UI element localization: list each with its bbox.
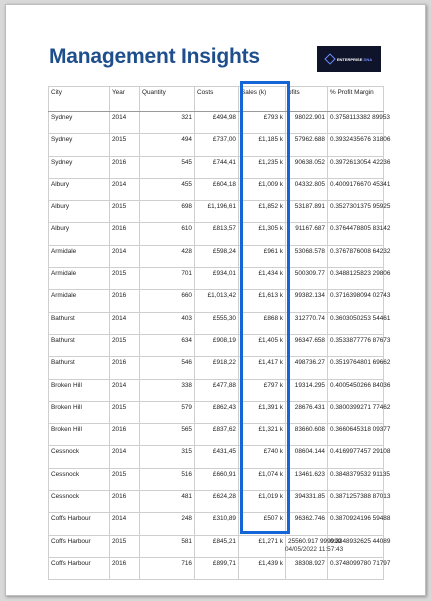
cell-city: Broken Hill	[49, 424, 110, 446]
table-row	[49, 513, 384, 535]
cell-profit-margin: 0.3870924196 59488	[328, 513, 384, 535]
cell-profit-margin: 0.3716398094 02743	[328, 290, 384, 312]
cell-costs: £837,62	[195, 424, 239, 446]
cell-city: Bathurst	[49, 334, 110, 356]
cell-sales: £1,613 k	[239, 290, 286, 312]
cell-profits: 96347.658	[286, 334, 328, 356]
cell-sales: £1,235 k	[239, 156, 286, 178]
cell-profit-margin: 0.4169977457 29108	[328, 446, 384, 468]
cell-profit-margin: 0.3767876008 64232	[328, 245, 384, 267]
cell-costs: £431,45	[195, 446, 239, 468]
cell-profits: 498736.27	[286, 357, 328, 379]
cell-profits: 08604.144	[286, 446, 328, 468]
table-row	[49, 357, 384, 379]
cell-quantity: 321	[140, 112, 195, 134]
cell-year: 2015	[110, 201, 140, 223]
col-header-quantity[interactable]: Quantity	[140, 87, 195, 112]
cell-costs: £744,41	[195, 156, 239, 178]
report-title: Management Insights	[49, 45, 260, 68]
cell-quantity: 579	[140, 401, 195, 423]
cell-costs: £813,57	[195, 223, 239, 245]
cell-city: Cessnock	[49, 491, 110, 513]
cell-profit-margin: 0.3348932625 44089	[328, 535, 384, 557]
cell-sales: £1,852 k	[239, 201, 286, 223]
cell-profit-margin: 0.3764478805 83142	[328, 223, 384, 245]
table-row	[49, 334, 384, 356]
cell-year: 2015	[110, 401, 140, 423]
cell-sales: £1,439 k	[239, 557, 286, 579]
cell-profits: 38308.927	[286, 557, 328, 579]
cell-city: Coffs Harbour	[49, 557, 110, 579]
cell-year: 2016	[110, 156, 140, 178]
cell-quantity: 610	[140, 223, 195, 245]
cell-city: Armidale	[49, 245, 110, 267]
cell-year: 2014	[110, 379, 140, 401]
cell-costs: £477,88	[195, 379, 239, 401]
table-row	[49, 156, 384, 178]
cell-profit-margin: 0.4009176670 45341	[328, 178, 384, 200]
cell-quantity: 565	[140, 424, 195, 446]
cell-costs: £310,89	[195, 513, 239, 535]
sales-table	[48, 86, 391, 580]
table-row	[49, 446, 384, 468]
cell-profit-margin: 0.3758113382 89953	[328, 112, 384, 134]
cell-quantity: 698	[140, 201, 195, 223]
cell-quantity: 315	[140, 446, 195, 468]
report-page	[5, 4, 426, 596]
cell-quantity: 546	[140, 357, 195, 379]
cell-sales: £740 k	[239, 446, 286, 468]
cell-costs: £660,91	[195, 468, 239, 490]
cell-city: Albury	[49, 223, 110, 245]
cell-profit-margin: 0.3748099780 71797	[328, 557, 384, 579]
cell-city: Sydney	[49, 112, 110, 134]
cell-year: 2016	[110, 557, 140, 579]
cell-sales: £1,305 k	[239, 223, 286, 245]
table-row	[49, 401, 384, 423]
cell-year: 2015	[110, 268, 140, 290]
cell-costs: £1,196,61	[195, 201, 239, 223]
cell-profit-margin: 0.3519764801 69662	[328, 357, 384, 379]
table-row	[49, 491, 384, 513]
cell-city: Bathurst	[49, 357, 110, 379]
cell-profit-margin: 0.3603050253 54461	[328, 312, 384, 334]
cell-profits: 53187.891	[286, 201, 328, 223]
table-row	[49, 557, 384, 579]
cell-sales: £1,185 k	[239, 134, 286, 156]
cell-costs: £918,22	[195, 357, 239, 379]
cell-profit-margin: 0.3848379532 91135	[328, 468, 384, 490]
cell-sales: £868 k	[239, 312, 286, 334]
table-row	[49, 379, 384, 401]
table-row	[49, 134, 384, 156]
cell-sales: £797 k	[239, 379, 286, 401]
cell-year: 2016	[110, 491, 140, 513]
cell-year: 2014	[110, 513, 140, 535]
table-row	[49, 468, 384, 490]
cell-profits: 98022.901	[286, 112, 328, 134]
cell-city: Albury	[49, 178, 110, 200]
cell-profits: 53068.578	[286, 245, 328, 267]
cell-sales: £1,321 k	[239, 424, 286, 446]
cell-quantity: 455	[140, 178, 195, 200]
cell-quantity: 516	[140, 468, 195, 490]
cell-year: 2015	[110, 468, 140, 490]
cell-costs: £737,00	[195, 134, 239, 156]
cell-costs: £908,19	[195, 334, 239, 356]
cell-year: 2015	[110, 535, 140, 557]
cell-year: 2016	[110, 357, 140, 379]
cell-city: Sydney	[49, 156, 110, 178]
cell-sales: £1,417 k	[239, 357, 286, 379]
cell-city: Armidale	[49, 268, 110, 290]
cell-quantity: 403	[140, 312, 195, 334]
cell-sales: £507 k	[239, 513, 286, 535]
cell-profit-margin: 0.3488125823 29806	[328, 268, 384, 290]
sales-column-highlight	[240, 81, 290, 534]
cell-costs: £899,71	[195, 557, 239, 579]
logo-text: ENTERPRISE DNA	[336, 56, 373, 62]
col-header-sales[interactable]: Sales (k)	[239, 87, 286, 112]
table-row	[49, 178, 384, 200]
company-logo	[317, 46, 381, 72]
cell-quantity: 494	[140, 134, 195, 156]
col-header-city[interactable]: City	[49, 87, 110, 112]
cell-costs: £934,01	[195, 268, 239, 290]
cell-profit-margin: 0.3800399271 77462	[328, 401, 384, 423]
cell-quantity: 716	[140, 557, 195, 579]
cell-quantity: 701	[140, 268, 195, 290]
cell-quantity: 634	[140, 334, 195, 356]
cell-profit-margin: 0.4005450266 84036	[328, 379, 384, 401]
cell-quantity: 428	[140, 245, 195, 267]
cell-year: 2014	[110, 446, 140, 468]
cell-profits: 25560.917 999999	[286, 535, 328, 557]
cell-costs: £845,21	[195, 535, 239, 557]
cell-year: 2014	[110, 312, 140, 334]
col-header-profit-margin[interactable]: % Profit Margin	[328, 87, 384, 112]
cell-sales: £1,391 k	[239, 401, 286, 423]
cell-profits: 90638.052	[286, 156, 328, 178]
cell-quantity: 660	[140, 290, 195, 312]
cell-profits: 28676.431	[286, 401, 328, 423]
cell-profit-margin: 0.3660645318 09377	[328, 424, 384, 446]
cell-sales: £793 k	[239, 112, 286, 134]
cell-profits: 99382.134	[286, 290, 328, 312]
cell-year: 2016	[110, 290, 140, 312]
cell-quantity: 338	[140, 379, 195, 401]
table-row	[49, 245, 384, 267]
cell-year: 2015	[110, 334, 140, 356]
cell-sales: £1,074 k	[239, 468, 286, 490]
cell-year: 2014	[110, 178, 140, 200]
cell-city: Coffs Harbour	[49, 513, 110, 535]
cell-profits: 13461.623	[286, 468, 328, 490]
cell-city: Albury	[49, 201, 110, 223]
cell-year: 2015	[110, 134, 140, 156]
cell-profits: 500309.77	[286, 268, 328, 290]
cell-city: Armidale	[49, 290, 110, 312]
logo-diamond-icon	[324, 53, 335, 64]
cell-costs: £624,28	[195, 491, 239, 513]
cell-quantity: 248	[140, 513, 195, 535]
cell-quantity: 545	[140, 156, 195, 178]
table-header-row	[49, 87, 384, 112]
table-row	[49, 201, 384, 223]
cell-costs: £604,18	[195, 178, 239, 200]
col-header-year[interactable]: Year	[110, 87, 140, 112]
report-timestamp: 04/05/2022 11:57:43	[285, 546, 344, 553]
cell-city: Bathurst	[49, 312, 110, 334]
cell-costs: £1,013,42	[195, 290, 239, 312]
cell-costs: £555,30	[195, 312, 239, 334]
cell-profits: 57962.688	[286, 134, 328, 156]
table-row	[49, 112, 384, 134]
cell-city: Cessnock	[49, 468, 110, 490]
cell-costs: £862,43	[195, 401, 239, 423]
cell-year: 2016	[110, 223, 140, 245]
cell-costs: £598,24	[195, 245, 239, 267]
cell-year: 2014	[110, 245, 140, 267]
cell-profit-margin: 0.3932435676 31806	[328, 134, 384, 156]
cell-profit-margin: 0.3527301375 95925	[328, 201, 384, 223]
cell-profit-margin: 0.3871257388 87013	[328, 491, 384, 513]
cell-city: Sydney	[49, 134, 110, 156]
table-row	[49, 268, 384, 290]
cell-profit-margin: 0.3972613054 42236	[328, 156, 384, 178]
cell-quantity: 581	[140, 535, 195, 557]
cell-costs: £494,98	[195, 112, 239, 134]
cell-city: Coffs Harbour	[49, 535, 110, 557]
cell-city: Cessnock	[49, 446, 110, 468]
cell-sales: £1,405 k	[239, 334, 286, 356]
cell-sales: £961 k	[239, 245, 286, 267]
cell-city: Broken Hill	[49, 379, 110, 401]
cell-sales: £1,019 k	[239, 491, 286, 513]
cell-year: 2014	[110, 112, 140, 134]
cell-sales: £1,271 k	[239, 535, 286, 557]
cell-city: Broken Hill	[49, 401, 110, 423]
cell-profits: 91167.687	[286, 223, 328, 245]
cell-profits: 83660.608	[286, 424, 328, 446]
cell-year: 2016	[110, 424, 140, 446]
col-header-profits[interactable]: ofits	[286, 87, 328, 112]
cell-sales: £1,434 k	[239, 268, 286, 290]
table-row	[49, 312, 384, 334]
table-row	[49, 223, 384, 245]
table-row	[49, 424, 384, 446]
table-row	[49, 290, 384, 312]
cell-profits: 96362.746	[286, 513, 328, 535]
cell-quantity: 481	[140, 491, 195, 513]
cell-profits: 394331.85	[286, 491, 328, 513]
cell-profits: 04332.805	[286, 178, 328, 200]
cell-profits: 19314.295	[286, 379, 328, 401]
cell-profits: 312770.74	[286, 312, 328, 334]
cell-sales: £1,009 k	[239, 178, 286, 200]
col-header-costs[interactable]: Costs	[195, 87, 239, 112]
cell-profit-margin: 0.3533877776 87673	[328, 334, 384, 356]
